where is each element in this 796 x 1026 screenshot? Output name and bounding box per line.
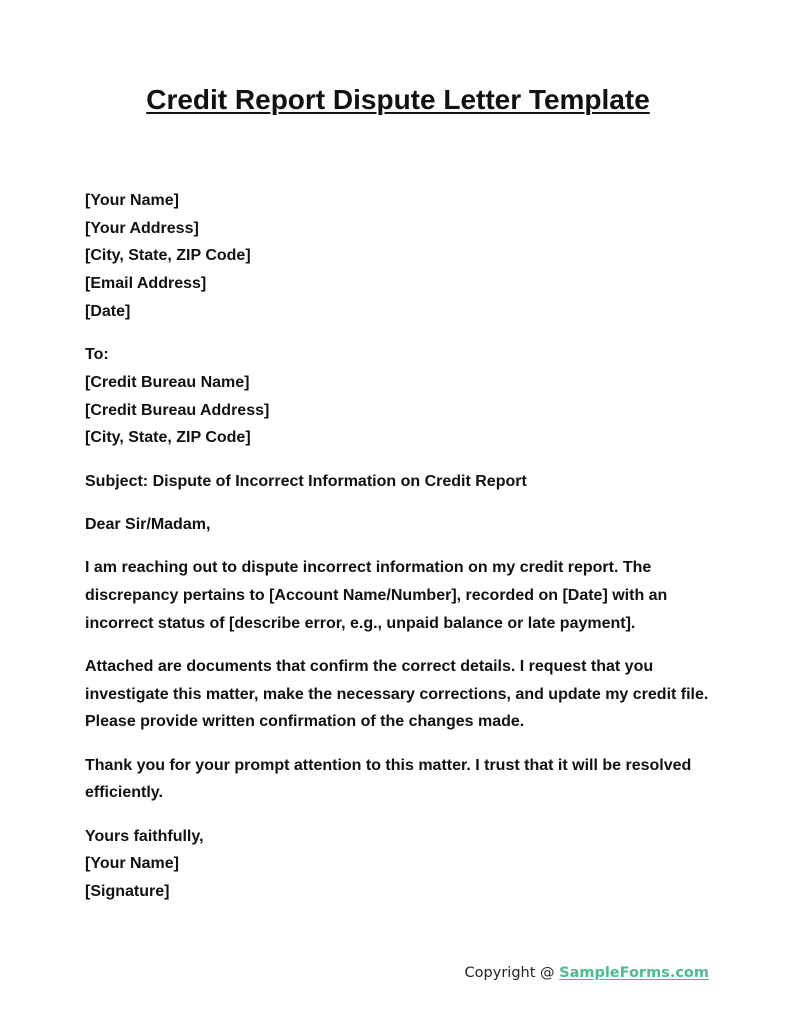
sender-email: [Email Address] xyxy=(85,275,207,293)
sender-city-state-zip: [City, State, ZIP Code] xyxy=(85,247,251,265)
subject-line xyxy=(85,468,715,496)
body-paragraph-text: I am reaching out to dispute incorrect information on my credit report. The discrepancy pertains to [Account Name/Number], recorded on [Date] with an incorrect status of [describe error, e.g., unpaid balance or late payment]. xyxy=(85,559,668,632)
recipient-bureau-address: [Credit Bureau Address] xyxy=(85,401,270,419)
brand-link[interactable]: SampleForms.com xyxy=(559,965,709,981)
body-paragraph-text: Attached are documents that confirm the correct details. I request that you investigate this matter, make the necessary corrections, and update my credit file. Please provide written confirmation of the changes made. xyxy=(85,657,709,731)
recipient-block xyxy=(85,341,715,452)
copyright-footer xyxy=(465,962,709,984)
page-title: Credit Report Dispute Letter Template xyxy=(146,84,650,115)
recipient-to-label: To: xyxy=(85,346,109,364)
subject-text: Subject: Dispute of Incorrect Information on Credit Report xyxy=(85,472,527,490)
sender-address: [Your Address] xyxy=(85,219,199,237)
recipient-bureau-name: [Credit Bureau Name] xyxy=(85,373,250,391)
salutation-text: Dear Sir/Madam, xyxy=(85,515,211,533)
copyright-prefix: Copyright @ xyxy=(464,965,560,981)
closing-block xyxy=(85,823,715,906)
body-paragraph-2 xyxy=(85,653,715,736)
body-paragraph-1 xyxy=(85,554,715,637)
closing-name: [Your Name] xyxy=(85,855,179,873)
sender-date: [Date] xyxy=(85,302,131,320)
letter-body xyxy=(85,187,715,921)
sender-name: [Your Name] xyxy=(85,192,179,209)
body-paragraph-text: Thank you for your prompt attention to this matter. I trust that it will be resolved efficiently. xyxy=(85,756,692,802)
recipient-city-state-zip: [City, State, ZIP Code] xyxy=(85,429,251,447)
salutation xyxy=(85,511,715,539)
closing-signature: [Signature] xyxy=(85,882,170,900)
body-paragraph-3 xyxy=(85,752,715,807)
sender-block xyxy=(85,187,715,326)
closing-valediction: Yours faithfully, xyxy=(85,827,204,845)
